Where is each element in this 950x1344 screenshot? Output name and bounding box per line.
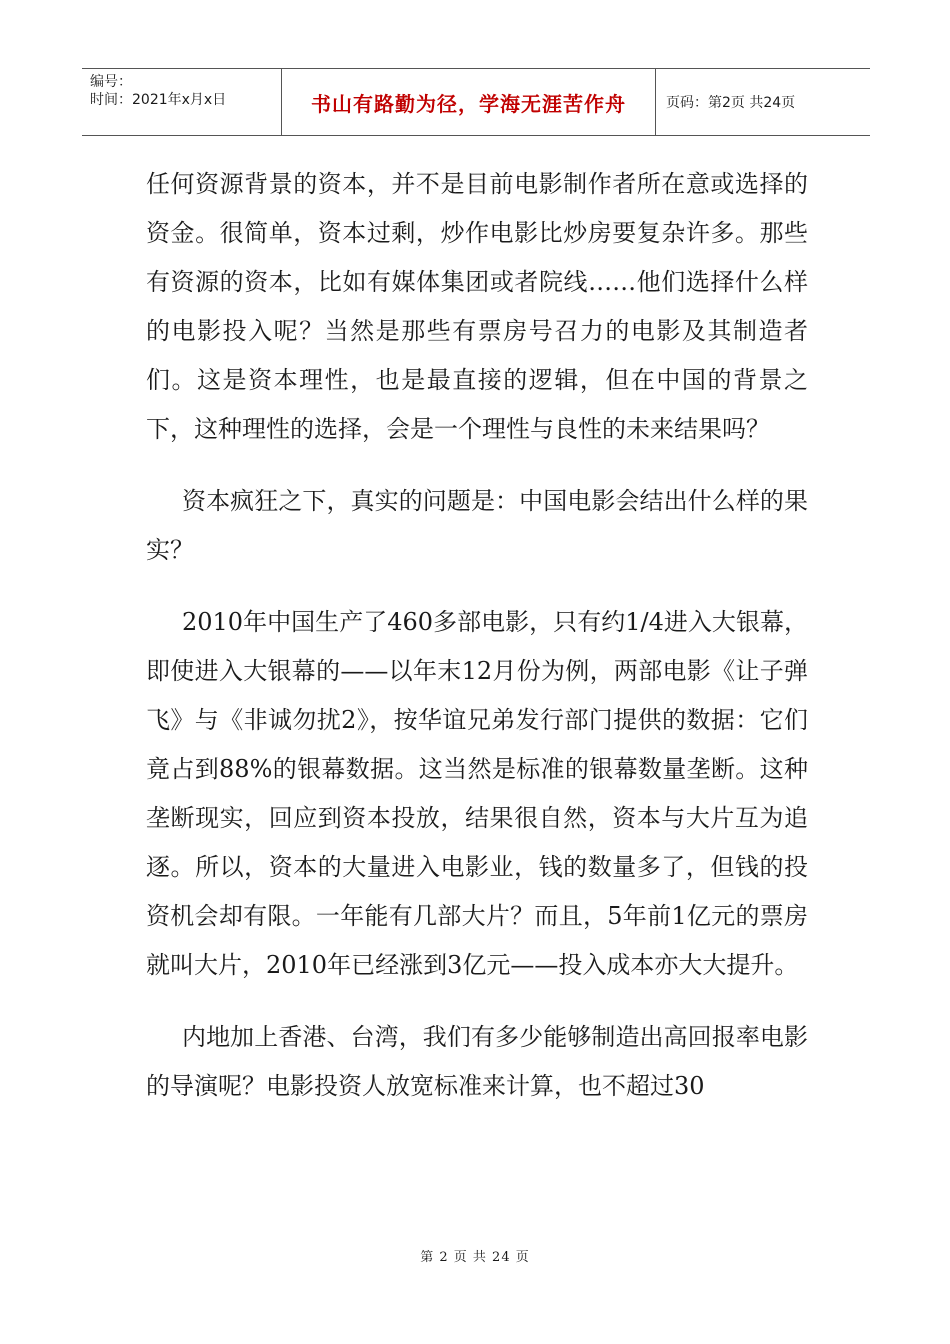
document-time-label: 时间：2021年x月x日 — [90, 92, 227, 108]
body-paragraph: 资本疯狂之下，真实的问题是：中国电影会结出什么样的果实？ — [146, 487, 808, 564]
body-paragraph: 内地加上香港、台湾，我们有多少能够制造出高回报率电影的导演呢？电影投资人放宽标准来计算，也不超过30 — [146, 1023, 808, 1100]
page-footer — [0, 1246, 950, 1265]
document-number-label: 编号： — [90, 74, 132, 90]
header-meta-cell — [82, 69, 282, 135]
page-header — [82, 68, 870, 136]
document-body — [146, 160, 808, 1111]
body-paragraph: 任何资源背景的资本，并不是目前电影制作者所在意或选择的资金。很简单，资本过剩，炒作电影比炒房要复杂许多。那些有资源的资本，比如有媒体集团或者院线……他们选择什么样的电影投入呢？当然是那些有票房号召力的电影及其制造者们。这是资本理性，也是最直接的逻辑，但在中国的背景之下，这种理性的选择，会是一个理性与良性的未来结果吗？ — [146, 170, 808, 443]
header-page-cell — [656, 69, 870, 135]
header-motto: 书山有路勤为径，学海无涯苦作舟 — [311, 91, 626, 116]
header-motto-cell — [282, 69, 656, 135]
footer-page-number: 第 2 页 共 24 页 — [420, 1250, 530, 1265]
body-paragraph: 2010年中国生产了460多部电影，只有约1/4进入大银幕，即使进入大银幕的——以年末12月份为例，两部电影《让子弹飞》与《非诚勿扰2》，按华谊兄弟发行部门提供的数据：它们竟占到88%的银幕数据。这当然是标准的银幕数量垄断。这种垄断现实，回应到资本投放，结果很自然，资本与大片互为追逐。所以，资本的大量进入电影业，钱的数量多了，但钱的投资机会却有限。一年能有几部大片？而且，5年前1亿元的票房就叫大片，2010年已经涨到3亿元——投入成本亦大大提升。 — [146, 608, 808, 979]
header-page-info: 页码：第2页 共24页 — [666, 95, 796, 111]
